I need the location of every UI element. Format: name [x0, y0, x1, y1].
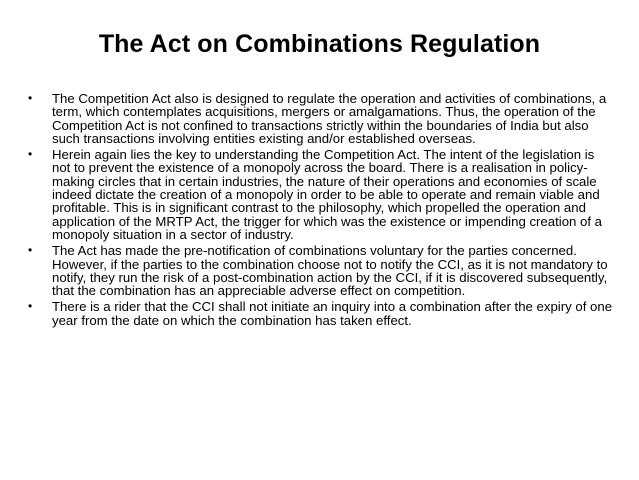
bullet-list: [24, 92, 614, 330]
bullet-text: Herein again lies the key to understanding the Competition Act. The intent of the legislation is not to prevent the existence of a monopoly across the board. There is a realisation in policy-making circles that in certain industries, the nature of their operations and economies of scale indeed dictate the creation of a monopoly in order to be able to operate and remain viable and profitable. This is in significant contrast to the philosophy, which propelled the operation and application of the MRTP Act, the trigger for which was the existence or impending creation of a monopoly situation in a sector of industry.: [52, 147, 603, 242]
bullet-text: There is a rider that the CCI shall not initiate an inquiry into a combination after the expiry of one year from the date on which the combination has taken effect.: [52, 299, 613, 328]
bullet-icon: •: [28, 299, 33, 314]
bullet-item-acquisitions: [24, 92, 614, 145]
bullet-item-rider: [24, 300, 614, 327]
bullet-item-monopoly-intent: [24, 148, 614, 241]
bullet-icon: •: [28, 91, 33, 105]
slide-title: The Act on Combinations Regulation: [98, 30, 541, 58]
bullet-icon: •: [28, 147, 33, 162]
bullet-icon: •: [28, 243, 33, 258]
bullet-text: The Competition Act also is designed to regulate the operation and activities of combinations, a term, which contemplates acquisitions, mergers or amalgamations. Thus, the operation of the Competition Act is not confined to transactions strictly within the boundaries of India but also such transactions involving entities existing and/or established overseas.: [52, 91, 607, 146]
bullet-item-pre-notification: [24, 244, 614, 297]
bullet-text: The Act has made the pre-notification of combinations voluntary for the parties concerned. However, if the parties to the combination choose not to notify the CCI, as it is not mandatory to notify, they run the risk of a post-combination action by the CCI, if it is discovered subsequently, that the combination has an appreciable adverse effect on competition.: [52, 243, 608, 299]
